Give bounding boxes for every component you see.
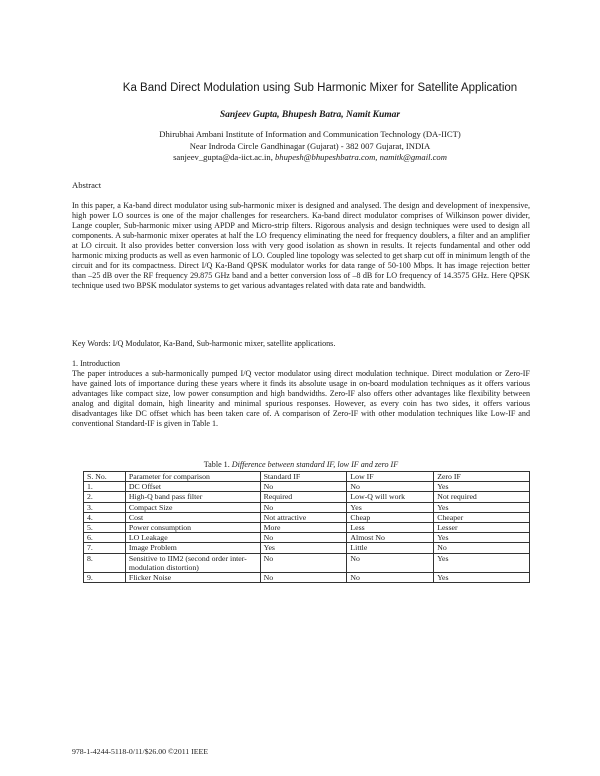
cell-zero-if: Lesser — [434, 523, 530, 533]
cell-low-if: No — [347, 482, 434, 492]
table-row — [84, 492, 530, 502]
affiliation-block — [60, 129, 560, 164]
table-row — [84, 482, 530, 492]
cell-standard-if: Not attractive — [260, 512, 347, 522]
table-row — [84, 502, 530, 512]
table-row — [84, 523, 530, 533]
cell-sno: 5. — [84, 523, 126, 533]
cell-low-if: Cheap — [347, 512, 434, 522]
cell-low-if: Almost No — [347, 533, 434, 543]
intro-body: The paper introduces a sub-harmonically pumped I/Q vector modulator using direct modulation technique. Direct modulation or Zero-IF have gained lots of importance during these years where it finds its absolute usage in on-board modulation techniques as it offers various advantages like compact size, low power consumption and high bandwidths. Zero-IF also offers other advantages like flexibility between analog and digital domain, high linearity and minimal spurious responses. However, as every coin has two sides, it offers various disadvantages like DC offset which has been taken care of. A comparison of Zero-IF with other modulation techniques like Low-IF and conventional Standard-IF is given in Table 1. — [72, 369, 530, 429]
paper-title: Ka Band Direct Modulation using Sub Harmonic Mixer for Satellite Application — [122, 82, 518, 94]
email-bhupesh: bhupesh@bhupeshbatra.com, — [275, 152, 378, 163]
intro-heading: 1. Introduction — [72, 359, 121, 368]
abstract-body: In this paper, a Ka-band direct modulator using sub-harmonic mixer is designed and analysed. The design and development of inexpensive, high power LO sources is one of the major challenges for researchers. Ka-band direct modulator comprises of Wilkinson power divider, Lange coupler, Sub-harmonic mixer using APDP and Micro-strip filters. Rigorous analysis and design techniques were used to design all components. A sub-harmonic mixer operates at half the LO frequency eliminating the need for frequency doublers, a filter and an amplifier at LO circuit. It also provides better conversion loss with very good isolation as shown in results. It rejects fundamental and other odd harmonic mixing products as well as even harmonic of LO. Coupled line topology was selected to get sharp cut off in minimum length of the circuit and for its compactness. Direct I/Q Ka-Band QPSK modulator works for data range of 50-100 Mbps. It has image rejection better than –25 dB over the RF frequency 29.875 GHz band and a better conversion loss of –8 dB for LO frequency of 14.3575 GHz. Here QPSK technique used two BPSK modulator systems to get various advantages related with data rate and bandwidth. — [72, 201, 530, 291]
cell-sno: 2. — [84, 492, 126, 502]
cell-low-if: No — [347, 553, 434, 572]
table-row — [84, 533, 530, 543]
cell-sno: 4. — [84, 512, 126, 522]
cell-zero-if: Yes — [434, 573, 530, 583]
cell-standard-if: No — [260, 533, 347, 543]
cell-sno: 6. — [84, 533, 126, 543]
cell-zero-if: Yes — [434, 502, 530, 512]
header-low-if: Low IF — [347, 472, 434, 482]
cell-parameter: Sensitive to IIM2 (second order inter-modulation distortion) — [125, 553, 260, 572]
cell-sno: 8. — [84, 553, 126, 572]
abstract-heading: Abstract — [72, 180, 102, 190]
cell-zero-if: Yes — [434, 533, 530, 543]
header-parameter: Parameter for comparison — [125, 472, 260, 482]
comparison-table — [83, 471, 530, 583]
cell-sno: 9. — [84, 573, 126, 583]
table-row — [84, 543, 530, 553]
cell-zero-if: Yes — [434, 482, 530, 492]
copyright-footer: 978-1-4244-5118-0/11/$26.00 ©2011 IEEE — [72, 747, 209, 756]
cell-parameter: High-Q band pass filter — [125, 492, 260, 502]
table-caption-text: Difference between standard IF, low IF and zero IF — [231, 460, 399, 469]
cell-sno: 7. — [84, 543, 126, 553]
table-row — [84, 512, 530, 522]
cell-parameter: Flicker Noise — [125, 573, 260, 583]
cell-zero-if: Yes — [434, 553, 530, 572]
cell-low-if: Less — [347, 523, 434, 533]
cell-standard-if: Yes — [260, 543, 347, 553]
email-namit: namitk@gmail.com — [379, 152, 447, 163]
cell-standard-if: No — [260, 553, 347, 572]
cell-low-if: Yes — [347, 502, 434, 512]
table-caption-label: Table 1. — [203, 460, 230, 469]
cell-zero-if: No — [434, 543, 530, 553]
cell-parameter: Compact Size — [125, 502, 260, 512]
cell-standard-if: No — [260, 573, 347, 583]
header-zero-if: Zero IF — [434, 472, 530, 482]
cell-parameter: Cost — [125, 512, 260, 522]
table-row — [84, 553, 530, 572]
cell-parameter: Power consumption — [125, 523, 260, 533]
address-line: Near Indroda Circle Gandhinagar (Gujarat) - 382 007 Gujarat, INDIA — [189, 140, 431, 151]
email-line — [60, 152, 560, 164]
cell-parameter: Image Problem — [125, 543, 260, 553]
cell-low-if: Little — [347, 543, 434, 553]
cell-standard-if: No — [260, 502, 347, 512]
cell-parameter: DC Offset — [125, 482, 260, 492]
cell-low-if: Low-Q will work — [347, 492, 434, 502]
cell-low-if: No — [347, 573, 434, 583]
cell-standard-if: More — [260, 523, 347, 533]
table-header-row — [84, 472, 530, 482]
header-standard-if: Standard IF — [260, 472, 347, 482]
cell-parameter: LO Leakage — [125, 533, 260, 543]
cell-zero-if: Not required — [434, 492, 530, 502]
cell-standard-if: Required — [260, 492, 347, 502]
table-caption — [72, 460, 530, 469]
affiliation-line: Dhirubhai Ambani Institute of Information and Communication Technology (DA-IICT) — [159, 129, 461, 139]
cell-standard-if: No — [260, 482, 347, 492]
email-sanjeev: sanjeev_gupta@da-iict.ac.in, — [173, 152, 273, 163]
cell-sno: 3. — [84, 502, 126, 512]
author-list: Sanjeev Gupta, Bhupesh Batra, Namit Kumar — [219, 110, 401, 120]
cell-zero-if: Cheaper — [434, 512, 530, 522]
cell-sno: 1. — [84, 482, 126, 492]
keywords-line: Key Words: I/Q Modulator, Ka-Band, Sub-harmonic mixer, satellite applications. — [72, 339, 336, 348]
header-sno: S. No. — [84, 472, 126, 482]
table-row — [84, 573, 530, 583]
